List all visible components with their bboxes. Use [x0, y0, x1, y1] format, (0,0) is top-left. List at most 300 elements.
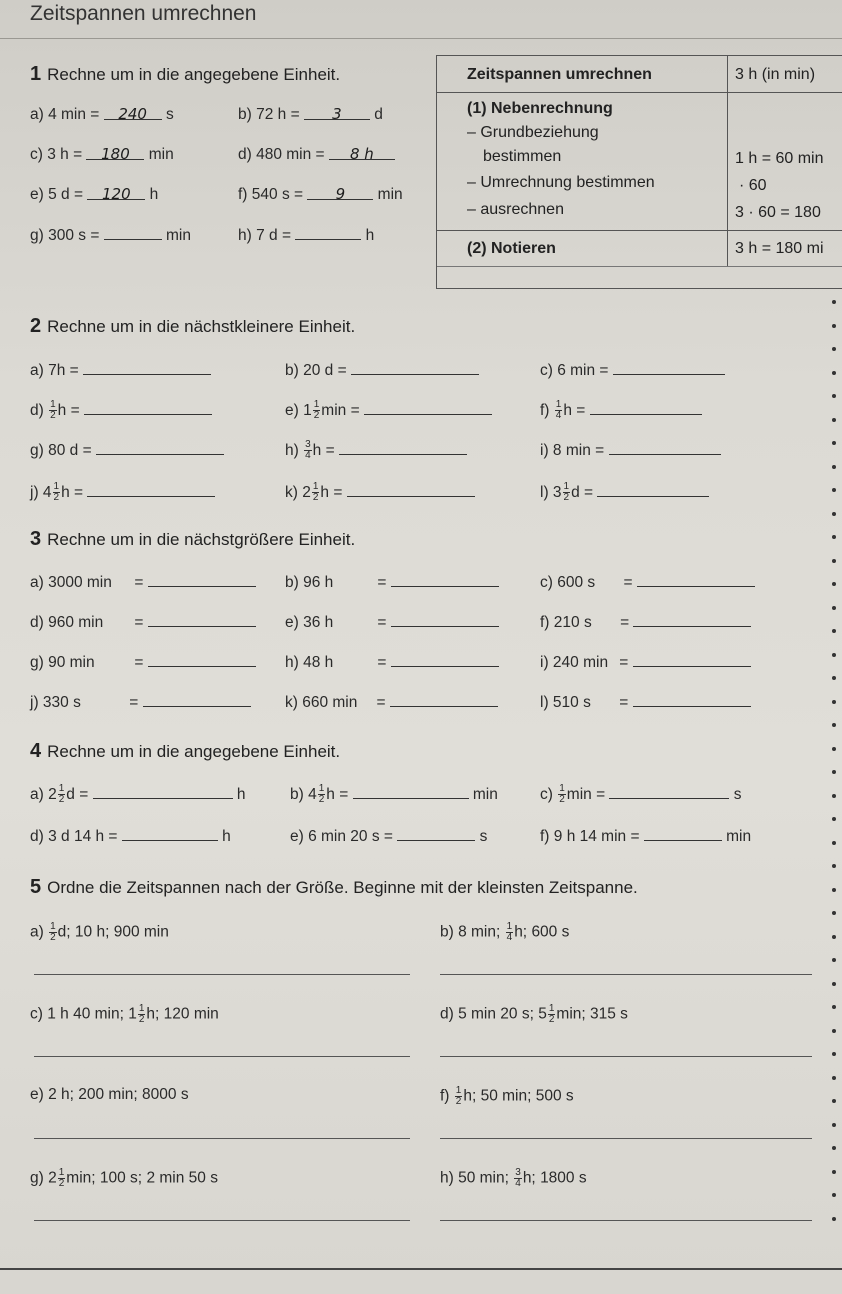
exercise-item	[30, 826, 231, 846]
answer-blank[interactable]	[143, 692, 251, 707]
equals-sign: =	[372, 694, 390, 711]
item-label: d)	[238, 146, 257, 163]
time-value: 50 min;	[458, 1169, 509, 1187]
answer-blank[interactable]: 3	[304, 105, 370, 120]
exercise-item	[30, 692, 251, 712]
time-value: 315 s	[590, 1005, 628, 1023]
unit-label: min	[161, 227, 191, 244]
answer-blank[interactable]	[104, 225, 162, 240]
time-value: 1 h 40 min;	[47, 1005, 124, 1023]
exercise-item	[30, 185, 158, 204]
answer-blank[interactable]	[633, 692, 751, 707]
fraction-numerator: 1	[559, 783, 565, 795]
answer-blank[interactable]	[633, 612, 751, 627]
exercise-item	[30, 1004, 219, 1025]
equals-sign: =	[590, 442, 609, 459]
unit-label: s	[729, 786, 742, 803]
item-label: j)	[30, 484, 43, 501]
answer-blank[interactable]	[364, 400, 492, 415]
item-label: f)	[540, 402, 554, 419]
item-expression: min =	[566, 786, 606, 803]
exercise-item	[440, 1086, 574, 1107]
fraction-denominator: 2	[563, 492, 570, 504]
answer-blank[interactable]: 8 h	[329, 145, 395, 160]
equals-sign: =	[321, 442, 339, 459]
box-col-heading: 3 h (in min)	[735, 66, 816, 83]
item-expression: 80 d	[48, 442, 79, 459]
fraction-numerator: 1	[58, 783, 65, 795]
item-expression: 540 s =	[251, 186, 308, 203]
item-expression: 1	[303, 402, 312, 419]
binding-dot	[832, 1052, 836, 1056]
fraction	[318, 784, 326, 805]
answer-blank[interactable]	[83, 360, 211, 375]
item-expression: 8 min	[552, 442, 591, 459]
item-label: g)	[30, 442, 49, 459]
equals-sign: =	[130, 614, 148, 631]
time-value: 2 min 50 s	[146, 1169, 218, 1187]
box-calc: 3 h = 180 mi	[735, 240, 824, 257]
item-label: c)	[540, 574, 558, 591]
item-expression: 2	[302, 484, 311, 501]
ex5-heading-text: Ordne die Zeitspannen nach der Größe. Beginne mit der kleinsten Zeitspanne.	[47, 878, 638, 897]
exercise-item	[30, 482, 215, 503]
binding-dot	[832, 958, 836, 962]
time-value: 120 min	[163, 1005, 219, 1023]
item-expression: 48 h	[303, 654, 334, 671]
fraction-numerator: 1	[50, 399, 56, 411]
box-divider	[437, 92, 842, 93]
exercise-item	[285, 360, 479, 380]
binding-dot	[832, 300, 836, 304]
binding-dot	[832, 911, 836, 915]
binding-dot	[832, 371, 836, 375]
binding-dot	[832, 394, 836, 398]
item-expression: 4 min =	[48, 106, 104, 123]
ex3-number: 3	[30, 528, 42, 550]
equals-sign: =	[595, 362, 613, 379]
fraction	[58, 1168, 66, 1189]
box-line: – Umrechnung bestimmen	[467, 174, 655, 191]
equals-sign: =	[579, 484, 598, 501]
item-expression: 7h	[48, 362, 66, 379]
fraction-denominator: 2	[313, 410, 320, 422]
exercise-item	[30, 572, 256, 592]
answer-line[interactable]	[34, 1220, 410, 1221]
box-heading: Zeitspannen umrechnen	[467, 66, 652, 83]
answer-line[interactable]	[34, 974, 410, 975]
answer-blank[interactable]	[391, 612, 499, 627]
equals-sign: =	[619, 574, 637, 591]
fraction	[304, 440, 312, 461]
fraction-numerator: 1	[58, 1167, 65, 1178]
exercise-item	[30, 922, 169, 943]
answer-line[interactable]	[34, 1138, 410, 1139]
fraction-denominator: 4	[305, 450, 311, 462]
binding-dots	[826, 300, 842, 1240]
item-label: c)	[540, 786, 558, 803]
item-label: g)	[30, 227, 49, 244]
item-expression: 330 s	[42, 694, 81, 711]
item-label: k)	[285, 484, 303, 501]
item-label: b)	[290, 786, 309, 803]
box-calc: · 60	[739, 177, 767, 194]
answer-line[interactable]	[440, 1220, 812, 1221]
time-value: 500 s	[535, 1087, 574, 1105]
box-step1: (1) Nebenrechnung	[467, 100, 613, 117]
item-label: h)	[285, 654, 304, 671]
equals-sign: =	[373, 614, 391, 631]
unit-label: h	[145, 186, 159, 203]
exercise-item	[540, 826, 751, 846]
divider	[0, 1268, 842, 1270]
time-value: min;	[66, 1169, 96, 1187]
exercise-item	[30, 400, 212, 421]
item-expression: 36 h	[303, 614, 334, 631]
exercise-item	[30, 360, 211, 380]
item-label: l)	[540, 694, 553, 711]
item-label: f)	[540, 614, 554, 631]
binding-dot	[832, 1005, 836, 1009]
exercise-item	[540, 784, 742, 805]
answer-blank[interactable]	[148, 572, 256, 587]
exercise-item	[285, 652, 499, 672]
time-value: 1	[128, 1005, 137, 1023]
fraction	[514, 1168, 522, 1189]
time-value: min;	[556, 1005, 586, 1023]
binding-dot	[832, 1029, 836, 1033]
fraction	[313, 400, 321, 421]
binding-dot	[832, 982, 836, 986]
fraction-numerator: 1	[548, 1003, 555, 1014]
time-value: h;	[514, 923, 528, 941]
unit-label: s	[475, 828, 488, 845]
fraction-numerator: 3	[515, 1167, 521, 1178]
time-value: 10 h;	[74, 923, 110, 941]
equals-sign: =	[614, 694, 633, 711]
item-label: b)	[285, 362, 304, 379]
item-expression: 9 h 14 min =	[553, 828, 640, 845]
time-value: 200 min;	[78, 1086, 138, 1103]
answer-blank[interactable]	[633, 652, 751, 667]
fraction-denominator: 4	[506, 932, 513, 943]
fraction-numerator: 1	[50, 921, 56, 932]
item-label: c)	[30, 146, 48, 163]
binding-dot	[832, 559, 836, 563]
exercise-item	[30, 612, 256, 632]
answer-blank[interactable]	[339, 440, 467, 455]
binding-dot	[832, 864, 836, 868]
answer-line[interactable]	[440, 974, 812, 975]
box-line: – ausrechnen	[467, 201, 564, 218]
exercise-item	[540, 652, 751, 672]
item-expression: 210 s	[553, 614, 592, 631]
box-calc: 1 h = 60 min	[735, 150, 824, 167]
item-expression: 96 h	[303, 574, 334, 591]
equals-sign: =	[614, 654, 633, 671]
exercise-item	[238, 105, 383, 124]
answer-blank[interactable]: 9	[307, 185, 373, 200]
answer-blank[interactable]	[87, 482, 215, 497]
fraction-denominator: 2	[50, 932, 56, 943]
item-label: e)	[285, 614, 304, 631]
binding-dot	[832, 747, 836, 751]
ex1-heading-text: Rechne um in die angegebene Einheit.	[47, 65, 341, 84]
fraction-numerator: 3	[305, 439, 311, 451]
answer-blank[interactable]	[347, 482, 475, 497]
equals-sign: =	[329, 484, 347, 501]
exercise-item	[540, 612, 751, 632]
fraction-numerator: 1	[53, 481, 60, 493]
box-divider	[437, 230, 842, 231]
item-label: i)	[540, 654, 553, 671]
item-label: e)	[290, 828, 309, 845]
exercise-item	[238, 225, 374, 245]
answer-blank[interactable]	[597, 482, 709, 497]
equals-sign: =	[615, 614, 634, 631]
item-expression: 3000 min	[48, 574, 112, 591]
time-value: 8000 s	[142, 1086, 189, 1103]
box-calc: 3 · 60 = 180	[735, 204, 821, 221]
divider	[0, 38, 842, 39]
item-unit: h	[57, 402, 67, 419]
fraction-numerator: 1	[555, 399, 562, 411]
item-expression: 240 min	[552, 654, 609, 671]
answer-blank[interactable]	[84, 400, 212, 415]
item-label: a)	[30, 106, 49, 123]
unit-label: s	[161, 106, 174, 123]
answer-blank[interactable]: 180	[86, 145, 144, 160]
item-expression: 6 min 20 s =	[308, 828, 393, 845]
item-label: i)	[540, 442, 553, 459]
item-label: b)	[238, 106, 257, 123]
binding-dot	[832, 1146, 836, 1150]
exercise-item	[238, 145, 395, 164]
item-expression: 4	[42, 484, 52, 501]
answer-line[interactable]	[440, 1138, 812, 1139]
exercise-item	[540, 400, 702, 421]
binding-dot	[832, 794, 836, 798]
fraction	[49, 922, 57, 943]
exercise-item	[540, 692, 751, 712]
item-label: d)	[30, 828, 49, 845]
equals-sign: =	[373, 574, 391, 591]
item-expression: 7 d =	[256, 227, 296, 244]
fraction-numerator: 1	[506, 921, 513, 932]
fraction-denominator: 2	[138, 1014, 145, 1025]
binding-dot	[832, 535, 836, 539]
fraction-denominator: 2	[58, 794, 65, 806]
unit-label: min	[373, 186, 403, 203]
equals-sign: =	[69, 484, 88, 501]
item-expression: 480 min =	[256, 146, 329, 163]
answer-blank[interactable]: 120	[87, 185, 145, 200]
exercise-item	[540, 572, 755, 592]
fraction	[555, 400, 563, 421]
item-label: d)	[440, 1005, 459, 1023]
equals-sign: =	[571, 402, 590, 419]
exercise-item	[540, 440, 721, 460]
answer-blank[interactable]: 240	[104, 105, 162, 120]
equals-sign: =	[333, 362, 351, 379]
space	[509, 1170, 513, 1187]
item-unit: h	[312, 442, 322, 459]
binding-dot	[832, 1217, 836, 1221]
item-label: g)	[30, 654, 49, 671]
answer-blank[interactable]	[295, 225, 361, 240]
answer-blank[interactable]	[148, 652, 256, 667]
exercise-item	[285, 612, 499, 632]
fraction-numerator: 1	[455, 1085, 462, 1096]
equals-sign: =	[66, 402, 84, 419]
answer-blank[interactable]	[613, 360, 725, 375]
answer-blank[interactable]	[353, 784, 469, 799]
item-expression: 4	[308, 786, 317, 803]
time-value: 600 s	[531, 923, 570, 941]
box-divider	[437, 266, 842, 267]
fraction-denominator: 2	[455, 1096, 462, 1107]
time-value: 2 h;	[48, 1086, 74, 1103]
answer-blank[interactable]	[609, 440, 721, 455]
answer-line[interactable]	[440, 1056, 812, 1057]
ex4-heading	[30, 740, 340, 763]
fraction-denominator: 2	[312, 492, 319, 504]
binding-dot	[832, 347, 836, 351]
exercise-item	[290, 826, 487, 846]
fraction	[58, 784, 66, 805]
binding-dot	[832, 888, 836, 892]
ex3-heading	[30, 528, 355, 551]
fraction-numerator: 1	[313, 399, 320, 411]
item-unit: h	[563, 402, 572, 419]
exercise-item	[440, 1168, 587, 1189]
item-label: g)	[30, 1169, 49, 1187]
time-value: h;	[522, 1169, 536, 1187]
fraction	[548, 1004, 556, 1025]
answer-blank[interactable]	[93, 784, 233, 799]
ex2-number: 2	[30, 315, 42, 337]
space	[500, 924, 504, 941]
binding-dot	[832, 1193, 836, 1197]
fraction-numerator: 1	[563, 481, 570, 493]
answer-blank[interactable]	[351, 360, 479, 375]
box-step2: (2) Notieren	[467, 240, 556, 257]
binding-dot	[832, 324, 836, 328]
item-expression: 300 s =	[48, 227, 104, 244]
item-expression: 3 d 14 h =	[48, 828, 118, 845]
fraction-denominator: 2	[318, 794, 325, 806]
box-line: – Grundbeziehung	[467, 124, 599, 141]
binding-dot	[832, 465, 836, 469]
item-label: h)	[238, 227, 257, 244]
item-expression: 3 h =	[47, 146, 87, 163]
item-label: c)	[540, 362, 558, 379]
item-expression: 510 s	[552, 694, 591, 711]
item-label: a)	[30, 786, 49, 803]
item-expression: 3	[552, 484, 562, 501]
answer-blank[interactable]	[637, 572, 755, 587]
fraction	[455, 1086, 463, 1107]
time-value: 5 min 20 s;	[458, 1005, 534, 1023]
unit-label: d	[369, 106, 383, 123]
binding-dot	[832, 488, 836, 492]
item-label: e)	[30, 1086, 49, 1103]
exercise-item	[285, 572, 499, 592]
exercise-item	[30, 652, 256, 672]
binding-dot	[832, 512, 836, 516]
item-unit: d	[571, 484, 580, 501]
item-label: f)	[540, 828, 554, 845]
item-expression: 600 s	[557, 574, 596, 591]
answer-blank[interactable]	[390, 692, 498, 707]
exercise-item	[30, 784, 246, 805]
time-value: 5	[538, 1005, 547, 1023]
answer-blank[interactable]	[609, 784, 729, 799]
binding-dot	[832, 841, 836, 845]
item-label: e)	[30, 186, 49, 203]
binding-dot	[832, 653, 836, 657]
exercise-item	[285, 482, 475, 503]
answer-blank[interactable]	[391, 572, 499, 587]
exercise-item	[30, 225, 191, 245]
fraction-denominator: 4	[515, 1178, 521, 1189]
equals-sign: =	[130, 654, 148, 671]
answer-blank[interactable]	[644, 826, 722, 841]
fraction-numerator: 1	[318, 783, 325, 795]
binding-dot	[832, 817, 836, 821]
equals-sign: =	[65, 362, 84, 379]
time-value: d;	[57, 923, 71, 941]
answer-blank[interactable]	[590, 400, 702, 415]
binding-dot	[832, 676, 836, 680]
answer-blank[interactable]	[148, 612, 256, 627]
item-expression: 2	[48, 786, 57, 803]
exercise-item	[440, 922, 569, 943]
binding-dot	[832, 1099, 836, 1103]
answer-blank[interactable]	[397, 826, 475, 841]
time-value: h;	[463, 1087, 477, 1105]
item-label: h)	[440, 1169, 459, 1187]
time-value: 50 min;	[480, 1087, 532, 1105]
item-expression: d =	[66, 786, 89, 803]
time-value: h;	[146, 1005, 160, 1023]
item-label: d)	[30, 614, 49, 631]
item-expression: 72 h =	[256, 106, 304, 123]
fraction-denominator: 2	[58, 1178, 65, 1189]
time-value: 8 min;	[458, 923, 501, 941]
item-label: b)	[440, 923, 459, 941]
exercise-item	[285, 692, 498, 712]
box-divider	[727, 56, 728, 266]
ex4-heading-text: Rechne um in die angegebene Einheit.	[47, 742, 341, 761]
binding-dot	[832, 1170, 836, 1174]
box-line: bestimmen	[483, 148, 562, 165]
equals-sign: =	[124, 694, 143, 711]
item-label: k)	[285, 694, 303, 711]
unit-label: h	[232, 786, 246, 803]
item-expression: 20 d	[303, 362, 334, 379]
item-label: a)	[30, 923, 49, 941]
answer-blank[interactable]	[122, 826, 218, 841]
answer-blank[interactable]	[391, 652, 499, 667]
fraction	[49, 400, 57, 421]
item-label: a)	[30, 362, 49, 379]
fraction-denominator: 4	[555, 410, 562, 422]
answer-blank[interactable]	[96, 440, 224, 455]
item-label: f)	[440, 1087, 454, 1105]
answer-line[interactable]	[34, 1056, 410, 1057]
exercise-item	[30, 105, 174, 124]
